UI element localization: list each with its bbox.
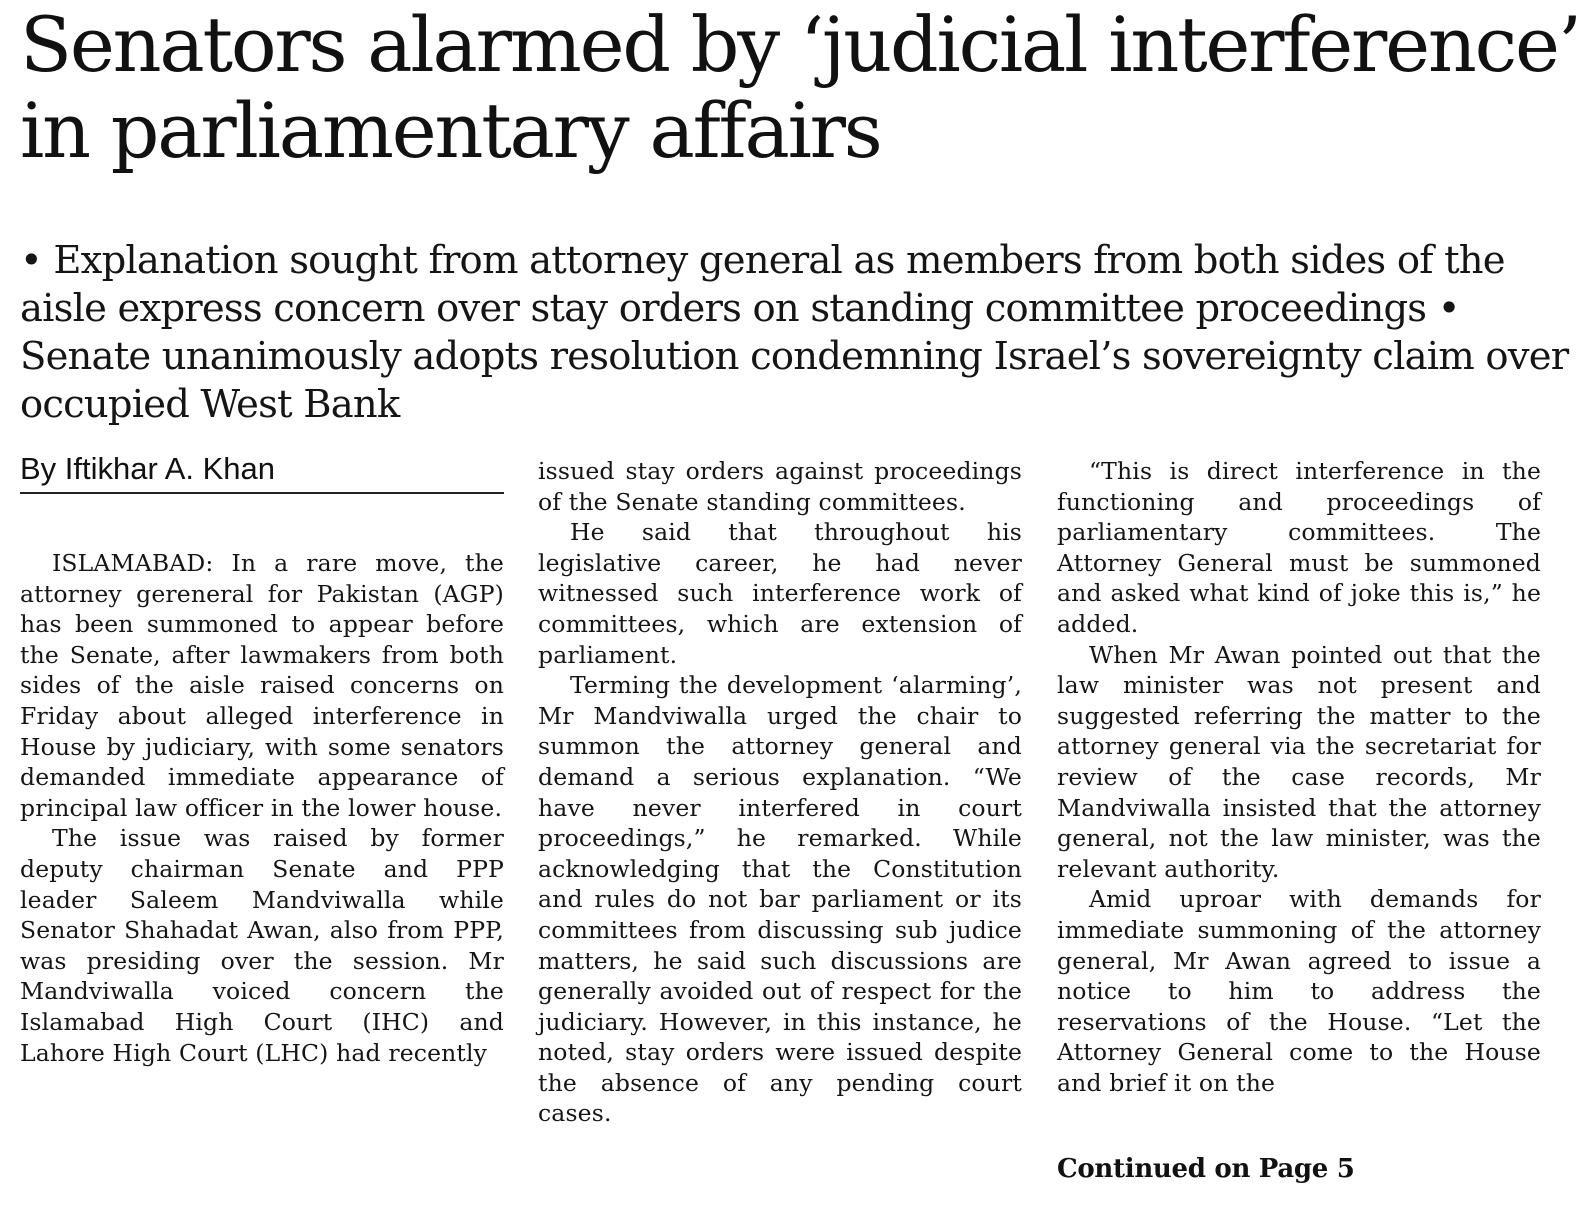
paragraph: “This is direct interference in the functioning and proceedings of parliamentary committees. The Attorney General must be summoned and asked what kind of joke this is,” he added. — [1057, 457, 1541, 638]
paragraph: ISLAMABAD: In a rare move, the attorney gereneral for Pakistan (AGP) has been summoned to appear before the Senate, after lawmakers from both sides of the aisle raised concerns on Friday about alleged interference in House by judiciary, with some senators demanded immediate appearance of principal law officer in the lower house. — [20, 549, 504, 822]
paragraph: When Mr Awan pointed out that the law minister was not present and suggested referring the matter to the attorney general via the secretariat for review of the case records, Mr Mandviwalla insisted that the attorney general, not the law minister, was the relevant authority. — [1057, 640, 1541, 883]
paragraph: Amid uproar with demands for immediate summoning of the attorney general, Mr Awan agreed to issue a notice to him to address the reservations of the House. “Let the Attorney General come to the House and brief it on the — [1057, 885, 1541, 1097]
body-column-1 — [20, 548, 504, 1068]
article-deck: • Explanation sought from attorney general as members from both sides of the aisle express concern over stay orders on standing committee proceedings • Senate unanimously adopts resolution condemning Israel’s sovereignty claim over occupied West Bank — [20, 238, 1569, 427]
continued-jump-line[interactable]: Continued on Page 5 — [1057, 1154, 1355, 1184]
paragraph: issued stay orders against proceedings of the Senate standing committees. — [538, 457, 1022, 516]
paragraph: The issue was raised by former deputy chairman Senate and PPP leader Saleem Mandviwalla while Senator Shahadat Awan, also from PPP, was presiding over the session. Mr Mandviwalla voiced concern the Islamabad High Court (IHC) and Lahore High Court (LHC) had recently — [20, 824, 504, 1067]
paragraph: He said that throughout his legislative career, he had never witnessed such interference work of committees, which are extension of parliament. — [538, 518, 1022, 669]
paragraph: Terming the development ‘alarming’, Mr Mandviwalla urged the chair to summon the attorney general and demand a serious explanation. “We have never interfered in court proceedings,” he remarked. While acknowledging that the Constitution and rules do not bar parliament or its committees from discussing sub judice matters, he said such discussions are generally avoided out of respect for the judiciary. However, in this instance, he noted, stay orders were issued despite the absence of any pending court cases. — [538, 671, 1022, 1128]
body-column-2 — [538, 456, 1022, 1129]
body-column-3 — [1057, 456, 1541, 1098]
article-headline: Senators alarmed by ‘judicial interference’ in parliamentary affairs — [20, 0, 1580, 175]
byline: By Iftikhar A. Khan — [20, 450, 504, 494]
